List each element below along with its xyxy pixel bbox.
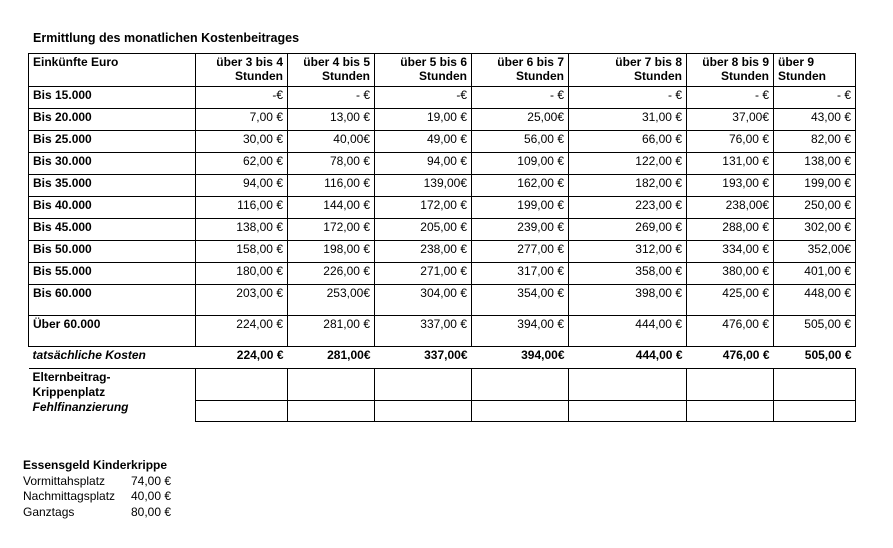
empty-cell [774,401,856,422]
table-row [29,285,856,316]
fee-cell: 444,00 € [569,316,687,347]
empty-cell [687,369,774,401]
fee-cell: 62,00 € [196,153,288,175]
fee-cell: 158,00 € [196,241,288,263]
fee-cell: 138,00 € [196,219,288,241]
actual-costs-label: tatsächliche Kosten [29,347,196,369]
actual-cost-cell: 476,00 € [687,347,774,369]
income-bracket-label: Bis 35.000 [29,175,196,197]
fee-cell: 76,00 € [687,131,774,153]
income-bracket-label: Bis 50.000 [29,241,196,263]
header-row [29,54,856,87]
fee-cell: 354,00 € [472,285,569,316]
table-row [29,153,856,175]
income-bracket-label: Bis 15.000 [29,87,196,109]
fee-cell: 40,00€ [288,131,375,153]
income-bracket-label: Über 60.000 [29,316,196,347]
fee-cell: 13,00 € [288,109,375,131]
actual-cost-cell: 394,00€ [472,347,569,369]
fee-cell: 19,00 € [375,109,472,131]
fee-cell: 223,00 € [569,197,687,219]
fee-cell: 162,00 € [472,175,569,197]
fee-cell: 269,00 € [569,219,687,241]
meal-item-label: Vormittahsplatz [23,473,106,488]
fee-cell: 131,00 € [687,153,774,175]
fee-cell: 401,00 € [774,263,856,285]
fee-cell: 94,00 € [196,175,288,197]
fee-cell: 304,00 € [375,285,472,316]
meal-item-price: 40,00 € [131,489,172,503]
fee-cell: 476,00 € [687,316,774,347]
fee-cell: 312,00 € [569,241,687,263]
actual-cost-cell: 281,00€ [288,347,375,369]
column-header: über 3 bis 4 Stunden [196,54,288,87]
fee-cell: 203,00 € [196,285,288,316]
empty-cell [569,369,687,401]
fee-cell: 250,00 € [774,197,856,219]
fee-cell: 116,00 € [288,175,375,197]
fee-cell: 25,00€ [472,109,569,131]
fee-cell: 199,00 € [472,197,569,219]
fee-cell: 182,00 € [569,175,687,197]
empty-cell [375,369,472,401]
meal-item-price: 80,00 € [131,504,172,519]
meal-item [23,489,201,505]
column-header: über 8 bis 9 Stunden [687,54,774,87]
fee-cell: -€ [375,87,472,109]
meal-item [23,474,201,490]
table-row [29,219,856,241]
fee-cell: - € [569,87,687,109]
income-bracket-label: Bis 30.000 [29,153,196,175]
document-title: Ermittlung des monatlichen Kostenbeitrages [33,31,300,45]
fee-cell: 425,00 € [687,285,774,316]
fee-cell: 138,00 € [774,153,856,175]
fee-cell: 334,00 € [687,241,774,263]
fee-cell: 302,00 € [774,219,856,241]
fee-cell: 144,00 € [288,197,375,219]
label-line: Fehlfinanzierung [32,400,129,414]
column-header: über 9 Stunden [774,54,856,87]
income-bracket-label: Bis 25.000 [29,131,196,153]
fee-cell: 172,00 € [288,219,375,241]
empty-cell [569,401,687,422]
fee-cell: 317,00 € [472,263,569,285]
table-row [29,109,856,131]
fee-cell: 198,00 € [288,241,375,263]
fee-cell: 180,00 € [196,263,288,285]
fee-cell: 352,00€ [774,241,856,263]
income-bracket-label: Bis 45.000 [29,219,196,241]
fee-cell: - € [472,87,569,109]
meal-costs [23,458,201,520]
meal-item-price: 74,00 € [131,473,172,488]
parent-contribution-row [29,369,856,401]
fee-cell: 398,00 € [569,285,687,316]
fee-cell: 172,00 € [375,197,472,219]
fee-cell: 193,00 € [687,175,774,197]
empty-cell [472,401,569,422]
fee-cell: 358,00 € [569,263,687,285]
fee-cell: 31,00 € [569,109,687,131]
empty-cell [687,401,774,422]
table-row [29,131,856,153]
fee-cell: 7,00 € [196,109,288,131]
label-line: Krippenplatz [32,385,106,399]
meal-item-label: Nachmittagsplatz [23,489,116,503]
fee-cell: 66,00 € [569,131,687,153]
fee-cell: 43,00 € [774,109,856,131]
empty-cell [472,369,569,401]
empty-cell [375,401,472,422]
fee-cell: - € [687,87,774,109]
fee-cell: 199,00 € [774,175,856,197]
fee-cell: 238,00 € [375,241,472,263]
actual-cost-cell: 337,00€ [375,347,472,369]
fee-cell: 37,00€ [687,109,774,131]
fee-cell: 224,00 € [196,316,288,347]
table-row [29,87,856,109]
actual-cost-cell: 444,00 € [569,347,687,369]
empty-cell [288,401,375,422]
actual-cost-cell: 224,00 € [196,347,288,369]
column-header: Einkünfte Euro [29,54,196,87]
fee-cell: 380,00 € [687,263,774,285]
fee-cell: 109,00 € [472,153,569,175]
empty-cell [196,369,288,401]
actual-costs-row [29,347,856,369]
column-header: über 5 bis 6 Stunden [375,54,472,87]
fee-cell: - € [288,87,375,109]
fee-cell: 505,00 € [774,316,856,347]
column-header: über 7 bis 8 Stunden [569,54,687,87]
meal-item-label: Ganztags [23,504,75,519]
fee-cell: 56,00 € [472,131,569,153]
fee-cell: 205,00 € [375,219,472,241]
fee-cell: 337,00 € [375,316,472,347]
fee-cell: 448,00 € [774,285,856,316]
fee-cell: 49,00 € [375,131,472,153]
table-row [29,241,856,263]
fee-cell: -€ [196,87,288,109]
empty-cell [196,401,288,422]
fee-cell: 281,00 € [288,316,375,347]
fee-cell: 271,00 € [375,263,472,285]
fee-cell: 239,00 € [472,219,569,241]
fee-cell: - € [774,87,856,109]
fee-cell: 30,00 € [196,131,288,153]
fee-cell: 122,00 € [569,153,687,175]
empty-cell [774,369,856,401]
fee-cell: 226,00 € [288,263,375,285]
table-row [29,316,856,347]
empty-cell [288,369,375,401]
fee-cell: 116,00 € [196,197,288,219]
income-bracket-label: Bis 60.000 [29,285,196,316]
meal-costs-title: Essensgeld Kinderkrippe [23,458,168,472]
fee-cell: 78,00 € [288,153,375,175]
label-line: Elternbeitrag- [32,370,111,384]
fee-cell: 139,00€ [375,175,472,197]
income-bracket-label: Bis 40.000 [29,197,196,219]
fee-cell: 94,00 € [375,153,472,175]
table-row [29,197,856,219]
fee-cell: 277,00 € [472,241,569,263]
fee-cell: 82,00 € [774,131,856,153]
actual-cost-cell: 505,00 € [774,347,856,369]
meal-item [23,505,201,521]
column-header: über 4 bis 5 Stunden [288,54,375,87]
fee-table [28,53,856,422]
fee-cell: 288,00 € [687,219,774,241]
column-header: über 6 bis 7 Stunden [472,54,569,87]
fee-cell: 238,00€ [687,197,774,219]
table-row [29,175,856,197]
income-bracket-label: Bis 55.000 [29,263,196,285]
fee-cell: 394,00 € [472,316,569,347]
parent-contribution-label [29,369,196,422]
table-row [29,263,856,285]
income-bracket-label: Bis 20.000 [29,109,196,131]
fee-cell: 253,00€ [288,285,375,316]
